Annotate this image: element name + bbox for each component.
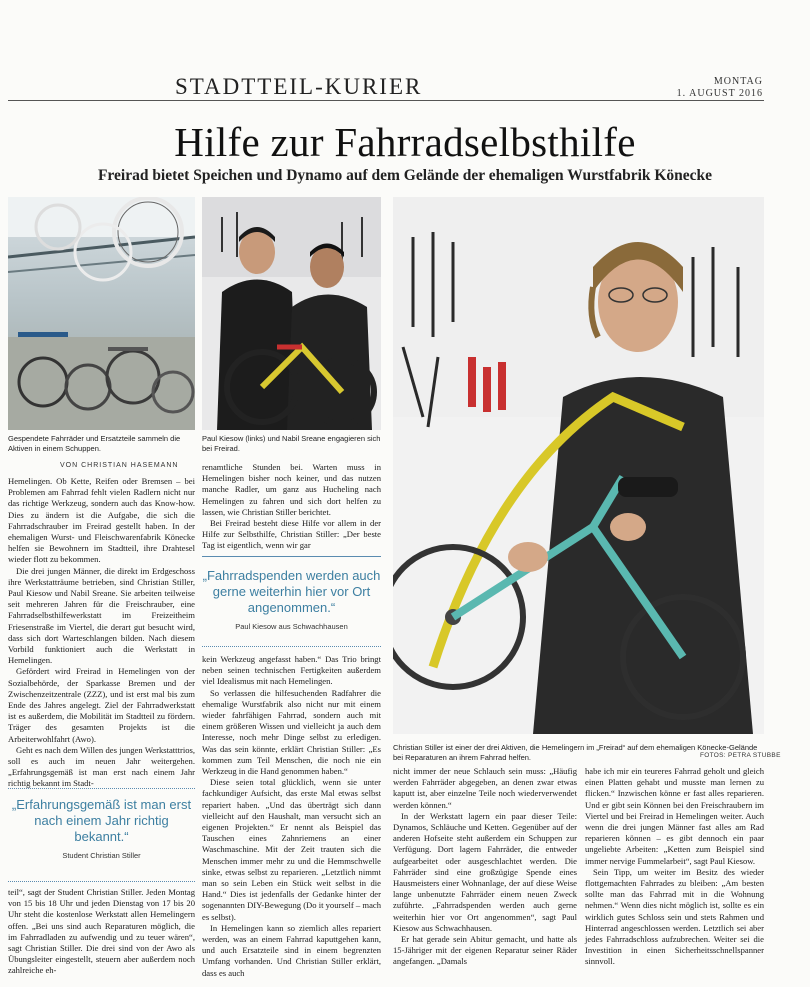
subheadline: Freirad bietet Speichen und Dynamo auf dem Gelände der ehemaligen Wurstfabrik Könecke xyxy=(97,167,713,184)
headline: Hilfe zur Fahrradselbsthilfe xyxy=(174,119,636,165)
article-column-2-cont xyxy=(202,654,381,979)
paragraph: Bei Freirad besteht diese Hilfe vor allem in der Hilfe zur Selbsthilfe, Christian Stiller: „Der beste Tag ist eigentlich, wenn wir gar xyxy=(202,518,381,551)
paragraph: renamtliche Stunden bei. Warten muss in Hemelingen bisher noch keiner, und das nutzen manche Radler, um ganz aus Hucheling nach Hemelingen zu fahren und sich dort helfen zu lassen, wie Christian Stiller berichtet. xyxy=(202,462,381,517)
paragraph: So verlassen die hilfesuchenden Radfahrer die ehemalige Wurstfabrik also nicht nur mit einem wieder fahrfähigen Fahrrad, sondern auch mit einem größeren Wissen und vielleicht ja auch dem Interesse, noch mehr Dinge selbst zu erledigen. Was das sein könnte, erklärt Christian Stiller: „Es kommen zum Teil Menschen, die noch nie ein Werkzeug in die Hand genommen haben.“ xyxy=(202,687,381,777)
caption-photo3: Christian Stiller ist einer der drei Aktiven, die Hemelingern im „Freirad“ auf dem ehemaligen Könecke-Gelände bei Reparaturen an ihrem Fahrrad helfen. xyxy=(393,743,758,762)
byline: VON CHRISTIAN HASEMANN xyxy=(60,462,179,469)
weekday: MONTAG xyxy=(713,76,763,87)
paragraph: Er hat gerade sein Abitur gemacht, und hatte als 15-Jähriger mit der eigenen Reparatur seiner Räder angefangen. „Damals xyxy=(393,934,577,967)
paragraph: teil“, sagt der Student Christian Stiller. Jeden Montag von 15 bis 18 Uhr und jeden Dienstag von 17 bis 20 Uhr steht die kostenlose Werkstatt allen Hemelingern offen. „Bei uns sind auch Reparaturen möglich, die im Fahrradladen zu aufwendig und zu teuer wären“, sagt Christian Stiller. Die drei sind von der Awo als Übungsleiter eingestellt, steuern aber außerdem noch zahlreiche eh- xyxy=(8,887,195,976)
caption-photo2: Paul Kiesow (links) und Nabil Sreane engagieren sich bei Freirad. xyxy=(202,434,381,453)
article-column-2 xyxy=(202,462,381,552)
paragraph: Sein Tipp, um weiter im Besitz des wieder flottgemachten Fahrrades zu bleiben: „Am besten sollte man das Fahrrad mit in die Wohnung nehmen.“ Wenn dies nicht möglich ist, sollte es ein wirklich gutes Schloss sein und stets Rahmen und Hinterrad angeschlossen werden. Letztlich sei aber jedes Fahrradschloss aufzubrechen. Weiter sei die Investition in einen Sicherheitsschnellspanner sinnvoll. xyxy=(585,866,764,967)
masthead: STADTTEIL-KURIER xyxy=(175,74,423,99)
date: 1. AUGUST 2016 xyxy=(676,88,763,99)
paragraph: Hemelingen. Ob Kette, Reifen oder Bremsen – bei Problemen am Fahrrad fehlt vielen Radlern nicht nur das richtige Werkzeug, sondern auch das Know-how. Dies zu ändern ist die Aufgabe, die sich die Fahrradschrauber im Freirad gestellt haben. In der ehemaligen Wurst- und Fleischwarenfabrik Könecke helfen sie Bewohnern im Stadtteil, ihre Drahtesel wieder flott zu bekommen. xyxy=(8,476,195,565)
article-column-4 xyxy=(585,766,764,968)
paragraph: Die drei jungen Männer, die direkt im Erdgeschoss ihre Werkstatträume betrieben, sind Christian Stiller, Paul Kiesow und Nabil Sreane. Sie arbeiten teilweise seit mehreren Jahren für die Freischrauber, eine Fahrradselbsthilfewerkstatt im Freizeitheim Friesenstraße im Viertel, die derart gut besucht wird, dass sich dort Warteschlangen bilden. Nach diesem Vorbild funktioniert auch die Werkstatt in Hemelingen. xyxy=(8,565,195,666)
issue-date xyxy=(677,76,763,100)
paragraph: In der Werkstatt lagern ein paar dieser Teile: Dynamos, Schläuche und Ketten. Gegenüber auf der anderen Hofseite steht außerdem ein Schuppen zur Verfügung. Dort lagern Fahrräder, die entweder aufgearbeitet oder ausgeschlachtet werden. Die Fahrräder sind eine großzügige Spende eines Hausmeisters einer Wohnanlage, der auf diese Weise lange unbenutzte Fahrräder einem neuen Zweck zuführte. „Fahrradspenden werden auch gerne weiterhin hier vor Ort angenommen“, sagt Paul Kiesow aus Schwachhausen. xyxy=(393,810,577,933)
paragraph: Geht es nach dem Willen des jungen Werkstatttrios, soll es auch im neuen Jahr weitergehen. „Erfahrungsgemäß ist man erst nach einem Jahr richtig bekannt im Stadt- xyxy=(8,744,195,789)
paragraph: kein Werkzeug angefasst haben.“ Das Trio bringt neben seinen technischen Fertigkeiten außerdem viel Idealismus mit nach Hemelingen. xyxy=(202,654,381,687)
quote-author: Paul Kiesow aus Schwachhausen xyxy=(235,622,348,631)
quote-divider-bottom xyxy=(202,646,381,647)
caption-photo1: Gespendete Fahrräder und Ersatzteile sammeln die Aktiven in einem Schuppen. xyxy=(8,434,181,453)
photo-christian-stiller xyxy=(393,197,764,734)
paragraph: Diese seien total glücklich, wenn sie unter fachkundiger Aufsicht, das erste Mal etwas selbst repariert haben. „Und das überträgt sich dann vielleicht auf den Haushalt, man versucht sich an eigenen Projekten.“ Er nennt als Beispiel das Tauschen eines Zahnriemens an einer Waschmaschine. Mit der Zeit trauten sich die Menschen immer mehr zu und die Hemmschwelle sinke, etwas selbst zu reparieren. „Letztlich nimmt man so sein Leben ein Stück weit selbst in die Hand.“ Dies ist jedenfalls der Gedanke hinter der sogenannten DIY-Bewegung (Do it yourself – mach es selbst). xyxy=(202,777,381,922)
article-column-1-cont xyxy=(8,887,195,977)
quote-divider-bottom xyxy=(8,881,195,882)
quote-divider-top xyxy=(202,556,381,557)
paragraph: nicht immer der neue Schlauch sein muss: „Häufig werden Fahrräder abgegeben, an denen zwar etwas kaputt ist, aber einzelne Teile noch wiederverwendet werden können.“ xyxy=(393,766,577,810)
quote-divider-top xyxy=(8,788,195,789)
paragraph: Gefördert wird Freirad in Hemelingen von der Sozialbehörde, der Sparkasse Bremen und der Zwischenzeitzentrale (ZZZ), und ist erst mal bis zum Ende des Jahres angelegt. Ziel der Fahrradwerkstatt ist es außerdem, die Mobilität im Stadtteil zu fördern. Träger des gesamten Projekts ist die Arbeiterwohlfahrt (Awo). xyxy=(8,666,195,744)
photo-credit: FOTOS: PETRA STUBBE xyxy=(700,752,781,759)
quote-text: „Fahrradspenden werden auch gerne weiterhin hier vor Ort angenommen.“ xyxy=(202,568,381,615)
article-column-3 xyxy=(393,766,577,968)
photo-two-volunteers xyxy=(202,197,381,430)
quote-text: „Erfahrungsgemäß ist man erst nach einem Jahr richtig bekannt.“ xyxy=(11,797,192,844)
paragraph: In Hemelingen kann so ziemlich alles repariert werden, was an einem Fahrrad kaputtgehen kann, und auch Ersatzteile sind in einem begrenzten Umfang vorhanden. Und Christian Stiller erklärt, dass es auch xyxy=(202,922,381,978)
article-column-1 xyxy=(8,476,195,790)
photo-bike-shed xyxy=(8,197,195,430)
quote-author: Student Christian Stiller xyxy=(62,851,141,860)
masthead-rule xyxy=(8,100,764,101)
pull-quote-2 xyxy=(8,797,195,860)
pull-quote-1 xyxy=(202,568,381,631)
paragraph: habe ich mir ein teureres Fahrrad geholt und gleich einen Platten gehabt und musste man lernen zu flicken.“ Inzwischen könne er fast alles reparieren. Und er gibt sein Können bei den Freischraubern im Viertel und bei Freirad in Hemelingen weiter. Auch wenn die drei jungen Männer fast alles am Rad reparieren können – es gibt dennoch ein paar ungeliebte Arbeiten: „Ketten zum Beispiel sind immer nervige Fummelarbeit“, sagt Paul Kiesow. xyxy=(585,766,764,866)
